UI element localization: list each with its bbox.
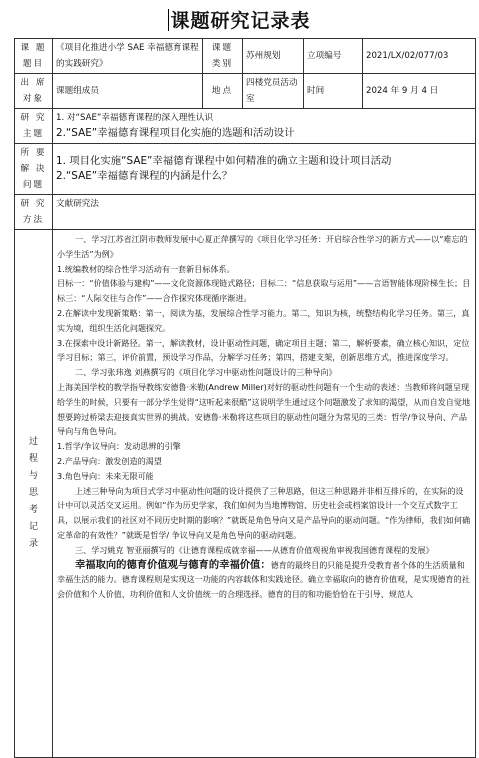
process-paragraph: 1.哲学/争议导向：发动思辨的引擎 <box>57 441 181 452</box>
process-paragraph <box>57 558 471 602</box>
type-value[interactable]: 苏州规划 <box>243 39 304 74</box>
topic-value[interactable]: 《项目化推进小学 SAE 幸福德育课程的实践研究》 <box>53 39 203 74</box>
process-paragraph: 二、学习张玮逸 刘燕撰写的《项目化学习中驱动性问题设计的三种导向》 <box>75 367 337 378</box>
row-method <box>15 195 476 230</box>
method-label: 研 究 方法 <box>15 195 53 230</box>
attendees-label: 出 席 对象 <box>15 74 53 109</box>
row-problem <box>15 144 476 195</box>
process-paragraph: 3.角色导向：未来无限可能 <box>57 470 154 481</box>
row-process <box>15 230 476 758</box>
process-label-char: 考 <box>28 505 38 515</box>
problem-line-2: 2.“SAE”幸福德育课程的内涵是什么？ <box>56 170 233 182</box>
theme-label: 研 究 主题 <box>15 109 53 144</box>
process-paragraph: 3.在探索中设计新路径。第一，解读教材，设计驱动性问题，确定项目主题；第二，解析要素，确立核心知识，定位学习目标；第三，评价前置，预设学习作品，分解学习任务；第四，搭建支架，创新思维方式，推进深度学习。 <box>57 337 470 363</box>
method-value[interactable]: 文献研究法 <box>53 195 476 230</box>
place-label: 地点 <box>203 74 243 109</box>
doc-title <box>0 6 479 36</box>
time-value[interactable]: 2024 年 9 月 4 日 <box>363 74 476 109</box>
bold-heading: 幸福取向的德育价值观与德育的幸福价值： <box>75 558 271 571</box>
process-content[interactable] <box>53 230 476 758</box>
place-value[interactable]: 四楼党员活动室 <box>243 74 304 109</box>
row-attendees <box>15 74 476 109</box>
number-label: 立项编号 <box>304 39 363 74</box>
process-paragraph: 上海美国学校的教学指导教练安德鲁·米勒(Andrew Miller)对好的驱动性问题有一个生动的表述：当教师将问题呈现给学生的时候，只要有一部分学生觉得“这听起来很酷”这说明学生通过这个问题激发了求知的渴望，从而自发自觉地想要跨过桥梁去迎接真实世界的挑战。安德鲁·米勒将这些项目的驱动性问题分为常见的三类：哲学/争议导向、产品导向与角色导向。 <box>57 381 471 437</box>
time-label: 时间 <box>304 74 363 109</box>
process-label <box>15 230 53 758</box>
theme-line-2: 2.“SAE”幸福德育课程项目化实施的选题和活动设计 <box>56 127 295 139</box>
doc-title-text: 课题研究记录表 <box>170 10 311 32</box>
problem-line-1: 1. 项目化实施“SAE”幸福德育课程中如何精准的确立主题和设计项目活动 <box>56 154 392 167</box>
number-value[interactable]: 2021/LX/02/077/03 <box>363 39 476 74</box>
process-label-char: 录 <box>28 539 38 549</box>
topic-label: 课 题 题目 <box>15 39 53 74</box>
process-paragraph-text: 德育的最终目的只能是提升受教育者个体的生活质量和幸福生活的能力。德育课程则是实现这一功能的内容载体和实践途径。确立幸福取向的德育价值观，是实现德育的社会价值和个人价值、功利价值和人文价值统一的合理选择。德育的目的和功能恰恰在于引导、规范人 <box>57 559 470 600</box>
process-paragraph: 上述三种导向为项目式学习中驱动性问题的设计提供了三种思路，但这三种思路并非相互排斥的，在实际的设计中可以灵活交叉运用。例如“作为历史学家，我们如何为当地博物馆、历史社会或档案馆设计一个交互式数字工具，以展示我们的社区对不同历史时期的影响？”就既是角色导向又是产品导向的驱动问题。“作为律师，我们如何确定革命的有效性？”就既是哲学/ 争议导向又是角色导向的驱动问题。 <box>57 485 471 540</box>
theme-line-1: 1. 对“SAE”幸福德育课程的深入理性认识 <box>56 112 214 123</box>
process-label-char: 程 <box>28 454 38 464</box>
process-label-char: 思 <box>28 488 38 498</box>
process-paragraph: 三、学习姚克 智亚丽撰写的《让德育课程成就幸福——从德育价值观视角审视我国德育课程的发展》 <box>75 544 434 555</box>
record-table <box>14 38 476 758</box>
problem-label: 所 要 解 决 问题 <box>15 144 53 195</box>
process-paragraph: 1.统编教材的综合性学习活动有一套新目标体系。 <box>57 263 235 274</box>
row-theme <box>15 109 476 144</box>
process-label-char: 过 <box>28 437 38 447</box>
process-paragraph: 2.在解读中发现新策略：第一，阅读为基，发展综合性学习能力。第二，知识为核，统整结构化学习任务。第三，真实为境，组织生活化问题探究。 <box>57 307 470 333</box>
type-label: 课题 类别 <box>203 39 243 74</box>
attendees-value[interactable]: 课题组成员 <box>53 74 203 109</box>
process-label-char: 与 <box>28 471 38 481</box>
process-label-char: 记 <box>28 522 38 532</box>
process-paragraph: 目标一：“价值体验与建构”——文化资源体现链式路径；目标二：“信息获取与运用”——言语智能体现阶梯生长；目标三：“人际交往与合作”——合作探究体现循序渐进。 <box>57 278 471 304</box>
process-paragraph: 2.产品导向：激发创造的渴望 <box>57 455 162 466</box>
process-text <box>57 232 471 755</box>
row-topic <box>15 39 476 74</box>
process-paragraph: 一、学习江苏省江阴市教师发展中心夏正萍撰写的《项目化学习任务：开启综合性学习的新方式——以“难忘的小学生活”为例》 <box>57 234 468 259</box>
theme-value[interactable] <box>53 109 476 144</box>
problem-value[interactable] <box>53 144 476 195</box>
